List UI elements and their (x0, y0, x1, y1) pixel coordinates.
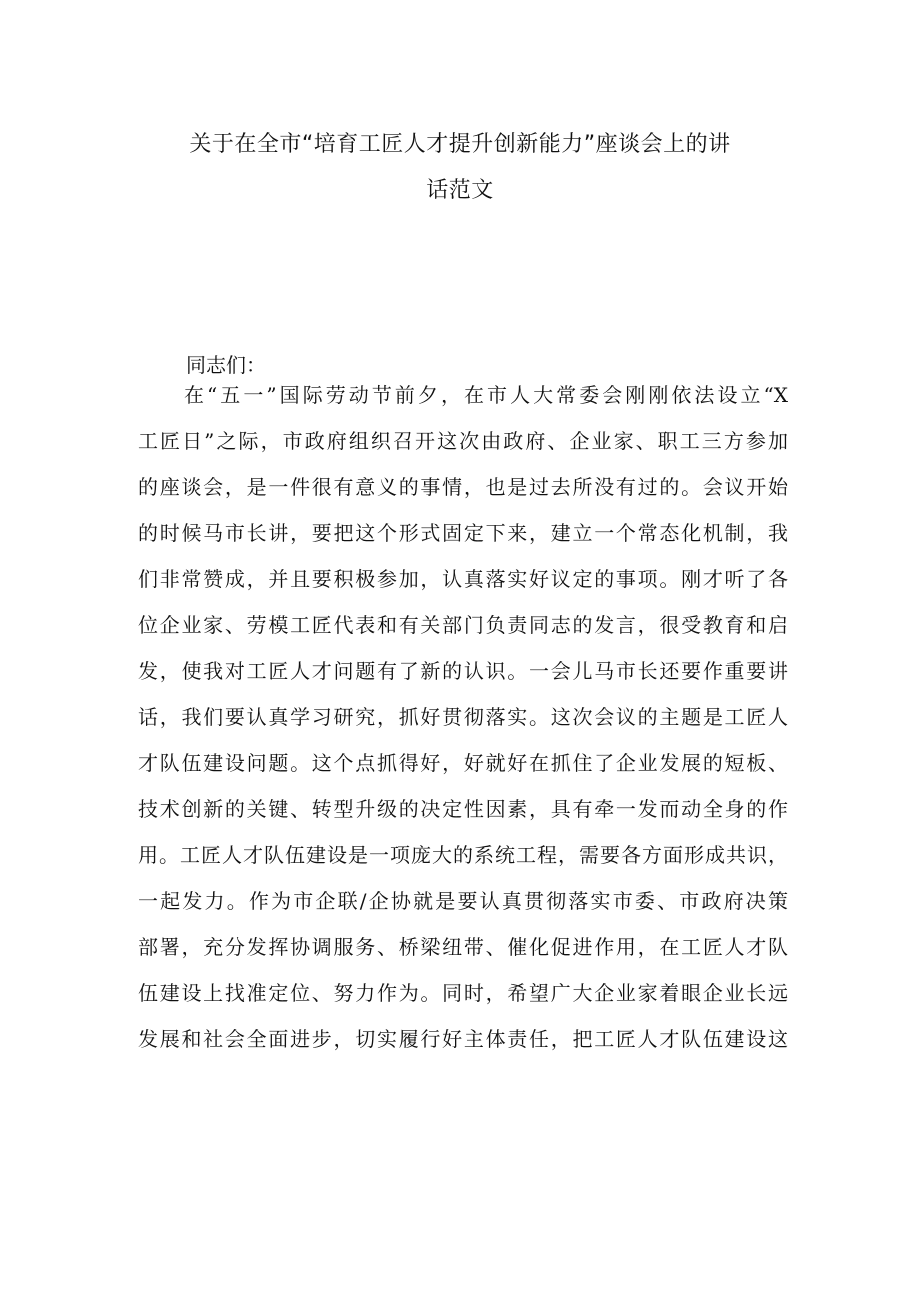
body-paragraph (138, 372, 788, 1062)
title-line-1: 关于在全市“培育工匠人才提升创新能力”座谈会上的讲 (189, 132, 731, 157)
title-line-2: 话范文 (426, 178, 494, 203)
paragraph-line: 的座谈会，是一件很有意义的事情，也是过去所没有过的。会议开始 (138, 475, 788, 499)
salutation: 同志们： (186, 353, 266, 377)
paragraph-line: 位企业家、劳模工匠代表和有关部门负责同志的发言，很受教育和启 (138, 613, 788, 637)
paragraph-line: 部署，充分发挥协调服务、桥梁纽带、催化促进作用，在工匠人才队 (138, 935, 788, 959)
paragraph-line: 工匠日”之际，市政府组织召开这次由政府、企业家、职工三方参加 (138, 429, 788, 453)
paragraph-line: 发，使我对工匠人才问题有了新的认识。一会儿马市长还要作重要讲 (138, 659, 788, 683)
paragraph-line: 发展和社会全面进步，切实履行好主体责任，把工匠人才队伍建设这 (138, 1027, 788, 1051)
paragraph-line: 们非常赞成，并且要积极参加，认真落实好议定的事项。刚才听了各 (138, 567, 788, 591)
paragraph-line: 在“五一”国际劳动节前夕，在市人大常委会刚刚依法设立“X (184, 383, 788, 407)
paragraph-line: 技术创新的关键、转型升级的决定性因素，具有牵一发而动全身的作 (138, 797, 788, 821)
paragraph-line: 的时候马市长讲，要把这个形式固定下来，建立一个常态化机制，我 (138, 521, 788, 545)
paragraph-line: 用。工匠人才队伍建设是一项庞大的系统工程，需要各方面形成共识， (138, 843, 788, 867)
paragraph-line: 话，我们要认真学习研究，抓好贯彻落实。这次会议的主题是工匠人 (138, 705, 788, 729)
paragraph-line: 一起发力。作为市企联/企协就是要认真贯彻落实市委、市政府决策 (138, 889, 788, 913)
document-title (120, 122, 800, 214)
paragraph-line: 伍建设上找准定位、努力作为。同时，希望广大企业家着眼企业长远 (138, 981, 788, 1005)
paragraph-line: 才队伍建设问题。这个点抓得好，好就好在抓住了企业发展的短板、 (138, 751, 788, 775)
